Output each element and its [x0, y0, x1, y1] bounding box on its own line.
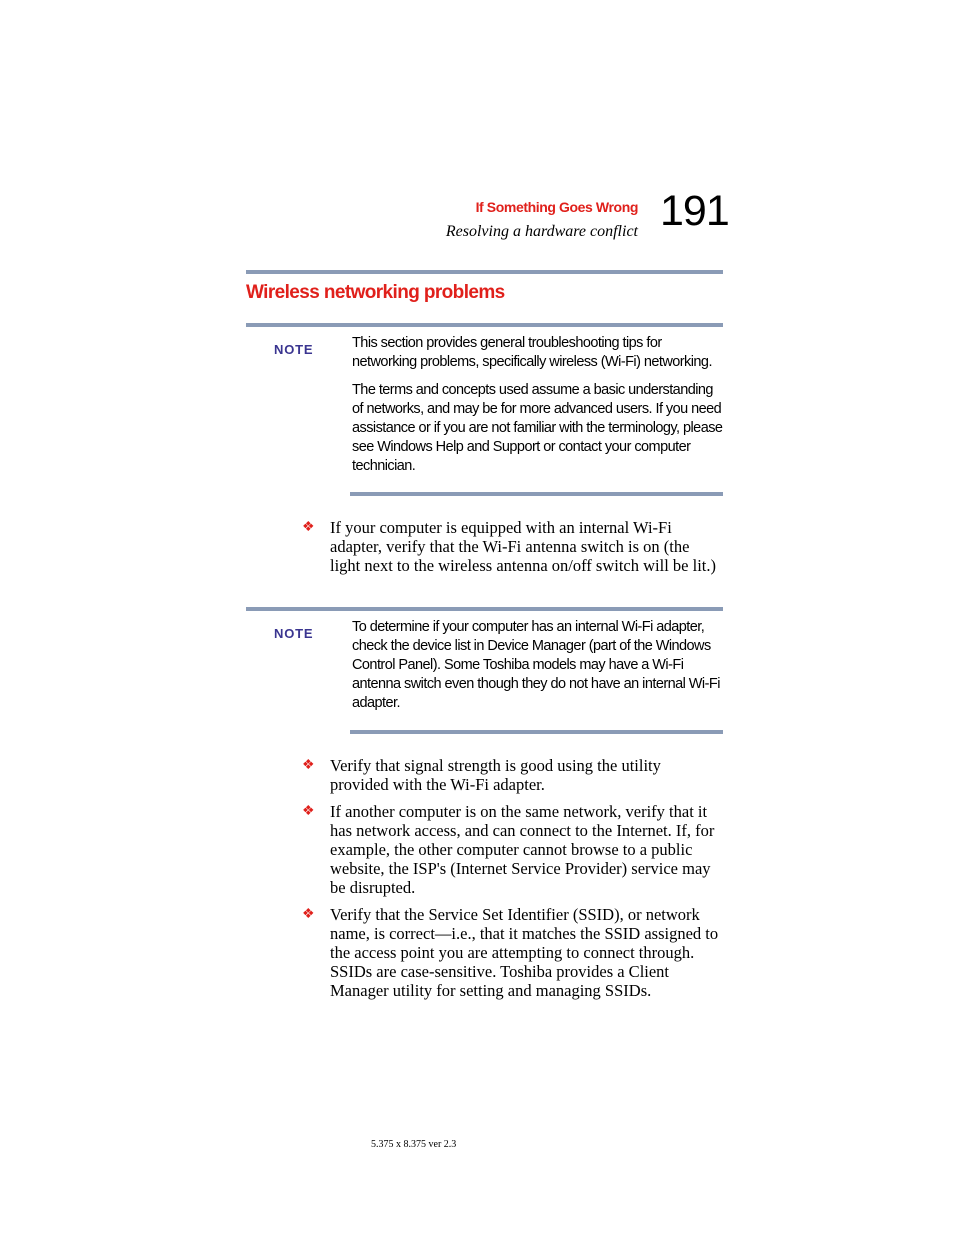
note-body: [352, 618, 726, 722]
diamond-bullet-icon: ❖: [302, 520, 315, 535]
note-top-rule: [246, 323, 723, 327]
diamond-bullet-icon: ❖: [302, 758, 315, 773]
bullet-item: Verify that the Service Set Identifier (SSID), or network name, is correct—i.e., that it matches the SSID assigned to the access point you are attempting to connect through. SSIDs are case-sensitive. Toshiba provides a Client Manager utility for setting and managing SSIDs.: [330, 905, 719, 1000]
note-bottom-rule: [350, 492, 723, 496]
note-label: NOTE: [274, 626, 314, 641]
note-paragraph: The terms and concepts used assume a basic understanding of networks, and may be for more advanced users. If you need assistance or if you are not familiar with the terminology, please see Windows Help and Support or contact your computer technician.: [352, 382, 723, 474]
note-bottom-rule: [350, 730, 723, 734]
section-title: Wireless networking problems: [246, 282, 505, 303]
note-paragraph: This section provides general troubleshooting tips for networking problems, specifically wireless (Wi-Fi) networking.: [352, 335, 712, 370]
running-head-chapter: If Something Goes Wrong: [475, 199, 638, 215]
bullet-item: If your computer is equipped with an internal Wi-Fi adapter, verify that the Wi-Fi antenna switch is on (the light next to the wireless antenna on/off switch will be lit.): [330, 518, 716, 575]
running-head-section: Resolving a hardware conflict: [445, 223, 638, 240]
section-rule: [246, 270, 723, 274]
bullet-item: Verify that signal strength is good using the utility provided with the Wi-Fi adapter.: [330, 756, 661, 794]
note-paragraph: To determine if your computer has an internal Wi-Fi adapter, check the device list in Device Manager (part of the Windows Control Panel). Some Toshiba models may have a Wi-Fi antenna switch even though they do not have an internal Wi-Fi adapter.: [352, 619, 720, 711]
note-body: [352, 334, 726, 485]
page-footer: 5.375 x 8.375 ver 2.3: [371, 1139, 457, 1150]
note-top-rule: [246, 607, 723, 611]
bullet-item: If another computer is on the same network, verify that it has network access, and can connect to the Internet. If, for example, the other computer cannot browse to a public website, the ISP's (Internet Service Provider) service may be disrupted.: [330, 802, 715, 897]
diamond-bullet-icon: ❖: [302, 907, 315, 922]
note-label: NOTE: [274, 342, 314, 357]
diamond-bullet-icon: ❖: [302, 804, 315, 819]
page-number: 191: [660, 187, 729, 235]
